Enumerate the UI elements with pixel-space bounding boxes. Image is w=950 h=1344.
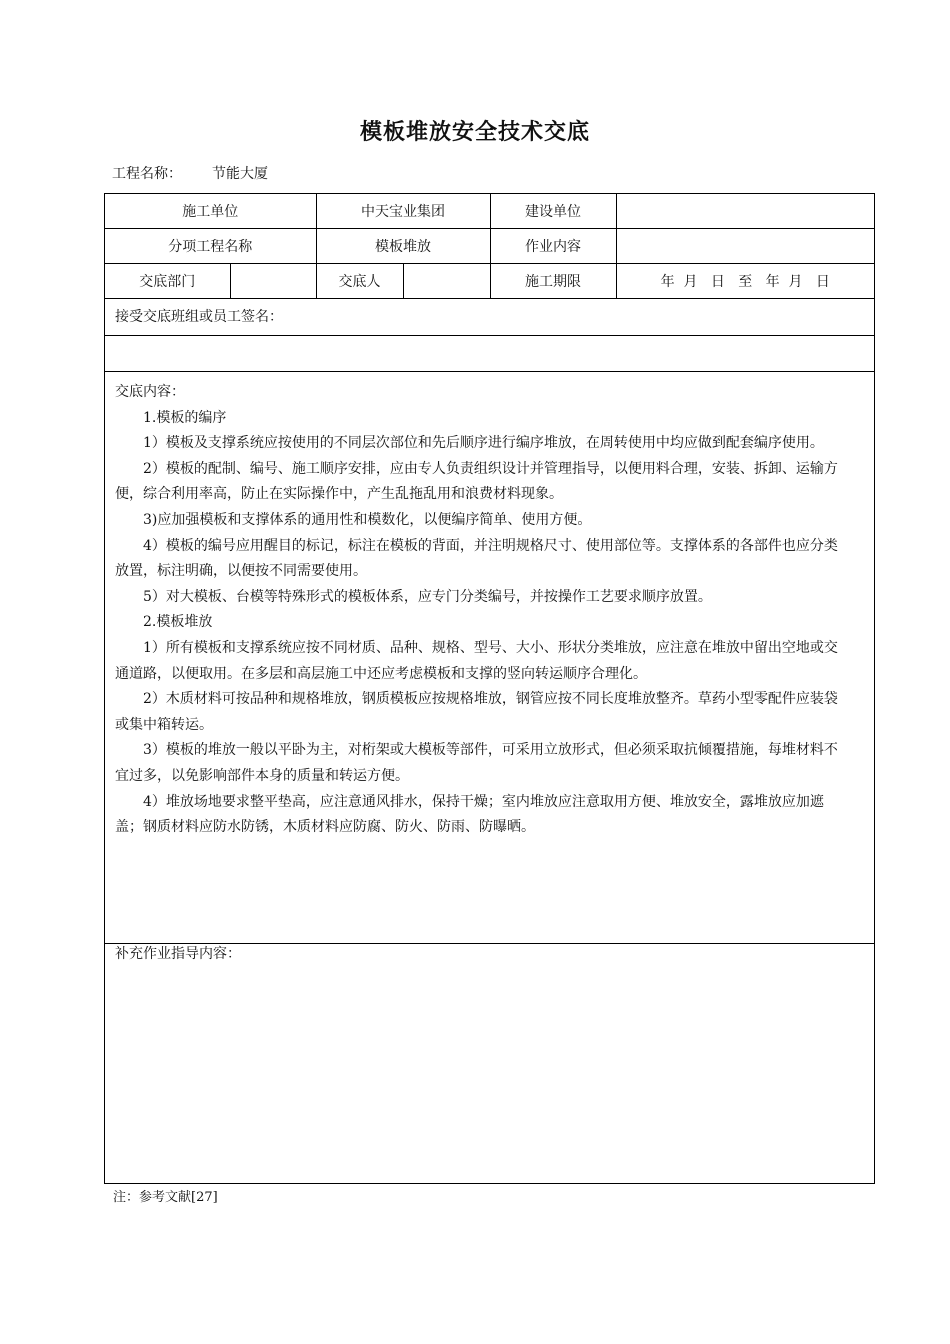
supplementary-guidance-label: 补充作业指导内容： [115,946,241,962]
cell-discloser-value [403,264,490,299]
content-paragraph: 5）对大模板、台模等特殊形式的模板体系，应专门分类编号，并按操作工艺要求顺序放置。 [143,588,712,605]
cell-construction-unit-label: 施工单位 [105,194,316,229]
signature-area [105,336,874,372]
content-paragraph: 2）模板的配制、编号、施工顺序安排，应由专人负责组织设计并管理指导，以便用料合理，安装、拆卸、运输方便，综合利用率高，防止在实际操作中，产生乱拖乱用和浪费材料现象。 [115,460,838,503]
cell-sub-project-value: 模板堆放 [316,229,490,264]
disclosure-content [105,372,874,944]
content-paragraph: 4）模板的编号应用醒目的标记，标注在模板的背面，并注明规格尺寸、使用部位等。支撑体系的各部件也应分类放置，标注明确，以便按不同需要使用。 [115,537,838,580]
content-paragraph: 3)应加强模板和支撑体系的通用性和模数化，以便编序简单、使用方便。 [143,511,592,528]
cell-work-content-value [616,229,874,264]
footnote: 注：参考文献[27] [113,1190,218,1205]
info-table [105,194,874,299]
signature-label: 接受交底班组或员工签名： [105,299,874,336]
cell-discloser-label: 交底人 [316,264,403,299]
cell-sub-project-label: 分项工程名称 [105,229,316,264]
cell-owner-unit-value [616,194,874,229]
table-row [105,264,874,299]
cell-department-value [230,264,316,299]
cell-period-label: 施工期限 [490,264,616,299]
cell-period-value: 年 月 日 至 年 月 日 [616,264,874,299]
project-label: 工程名称： [112,166,182,182]
project-name [112,163,268,183]
project-value: 节能大厦 [212,166,268,182]
table-row [105,229,874,264]
content-paragraph: 1）模板及支撑系统应按使用的不同层次部位和先后顺序进行编序堆放，在周转使用中均应做到配套编序使用。 [143,435,824,452]
cell-department-label: 交底部门 [105,264,230,299]
cell-work-content-label: 作业内容 [490,229,616,264]
cell-construction-unit-value: 中天宝业集团 [316,194,490,229]
cell-owner-unit-label: 建设单位 [490,194,616,229]
disclosure-form [104,193,875,1184]
content-label: 交底内容： [115,384,185,400]
table-row [105,194,874,229]
content-heading-1: 1.模板的编序 [143,409,227,426]
content-paragraph: 3）模板的堆放一般以平卧为主，对桁架或大模板等部件，可采用立放形式，但必须采取抗倾覆措施，每堆材料不宜过多，以免影响部件本身的质量和转运方便。 [115,742,838,784]
content-paragraph: 2）木质材料可按品种和规格堆放，钢质模板应按规格堆放，钢管应按不同长度堆放整齐。草药小型零配件应装袋或集中箱转运。 [115,691,838,733]
content-paragraph: 1）所有模板和支撑系统应按不同材质、品种、规格、型号、大小、形状分类堆放，应注意在堆放中留出空地或交通道路，以便取用。在多层和高层施工中还应考虑模板和支撑的竖向转运顺序合理化。 [115,639,838,682]
page-title: 模板堆放安全技术交底 [359,120,590,145]
content-paragraph: 4）堆放场地要求整平垫高，应注意通风排水，保持干燥；室内堆放应注意取用方便、堆放安全，露堆放应加遮盖；钢质材料应防水防锈，木质材料应防腐、防火、防雨、防曝晒。 [115,793,824,836]
content-heading-2: 2.模板堆放 [143,614,213,631]
